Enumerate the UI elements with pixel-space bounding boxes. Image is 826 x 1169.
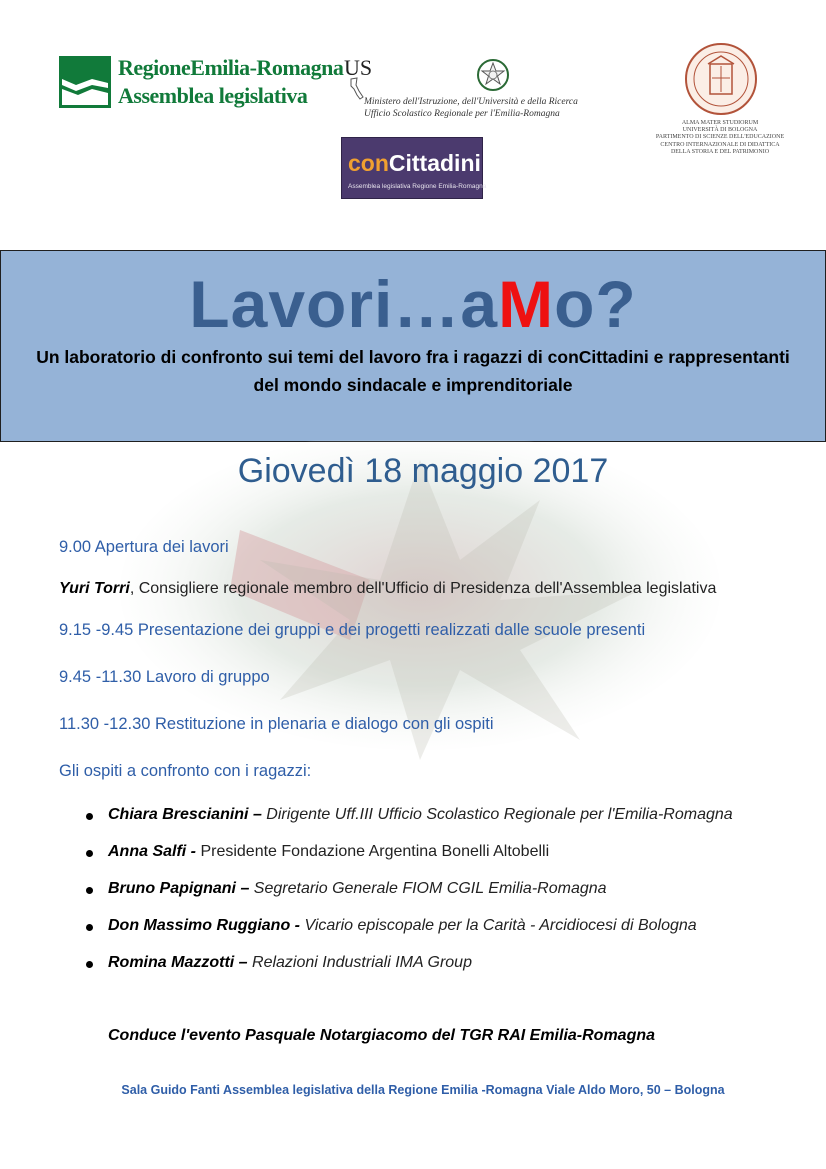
title-red-letter: M: [498, 267, 555, 341]
unibo-line: CENTRO INTERNAZIONALE DI DIDATTICA: [660, 141, 780, 148]
regione-emilia-romagna-logo: [58, 55, 344, 115]
event-host: Conduce l'evento Pasquale Notargiacomo del TGR RAI Emilia-Romagna: [108, 1027, 656, 1044]
guests-heading: Gli ospiti a confronto con i ragazzi:: [59, 762, 312, 780]
speaker-name: Yuri Torri: [59, 580, 130, 597]
program-opening: 9.00 Apertura dei lavori: [59, 538, 229, 556]
university-seal-icon: [684, 42, 758, 116]
list-item: Romina Mazzotti – Relazioni Industriali IMA Group: [86, 954, 806, 991]
speaker-role: , Consigliere regionale membro dell'Ufficio di Presidenza dell'Assemblea legislativa: [129, 580, 717, 597]
usr-acronym: US: [344, 55, 373, 80]
list-item: Don Massimo Ruggiano - Vicario episcopale per la Carità - Arcidiocesi di Bologna: [86, 917, 806, 954]
bullet-icon: [86, 961, 93, 968]
unibo-line: UNIVERSITÀ DI BOLOGNA: [682, 127, 758, 134]
title-banner: [0, 250, 826, 442]
ministry-line2: Ufficio Scolastico Regionale per l'Emilia-Romagna: [364, 109, 560, 119]
unibo-line: PARTIMENTO DI SCIENZE DELL'EDUCAZIONE: [655, 134, 785, 141]
regione-logo-line2: Assemblea legislativa: [118, 83, 308, 108]
concittadini-brand: conCittadini: [348, 150, 481, 176]
bullet-icon: [86, 813, 93, 820]
program-item-plenary: 11.30 -12.30 Restituzione in plenaria e dialogo con gli ospiti: [59, 715, 494, 733]
program-item-group-work: 9.45 -11.30 Lavoro di gruppo: [59, 668, 270, 686]
italy-map-icon: [348, 77, 364, 107]
program-item-presentation: 9.15 -9.45 Presentazione dei gruppi e dei progetti realizzati dalle scuole presenti: [59, 621, 646, 639]
unibo-line: DELLA STORIA E DEL PATRIMONIO: [670, 148, 770, 155]
bullet-icon: [86, 850, 93, 857]
ministry-line1: Ministero dell'Istruzione, dell'Università e della Ricerca: [364, 97, 578, 107]
event-date: Giovedì 18 maggio 2017: [237, 452, 609, 490]
event-venue: Sala Guido Fanti Assemblea legislativa della Regione Emilia -Romagna Viale Aldo Moro, 50 – Bologna: [121, 1083, 725, 1097]
concittadini-logo: [341, 137, 487, 199]
unibo-line: ALMA MATER STUDIORUM: [681, 120, 759, 126]
ufficio-scolastico-logo: [344, 55, 614, 125]
concittadini-subtitle: Assemblea legislativa Regione Emilia-Romagna: [348, 183, 487, 190]
list-item: Bruno Papignani – Segretario Generale FIOM CGIL Emilia-Romagna: [86, 880, 806, 917]
list-item: Anna Salfi - Presidente Fondazione Argentina Bonelli Altobelli: [86, 843, 806, 880]
bullet-icon: [86, 924, 93, 931]
regione-logo-line1: RegioneEmilia-Romagna: [118, 55, 344, 80]
regione-region-map-icon: [58, 55, 112, 109]
university-of-bologna-logo: [640, 42, 800, 155]
program-speaker: [59, 580, 716, 598]
list-item: Chiara Brescianini – Dirigente Uff.III Ufficio Scolastico Regionale per l'Emilia-Romagna: [86, 806, 806, 843]
event-subtitle: Un laboratorio di confronto sui temi del lavoro fra i ragazzi di conCittadini e rappresentanti del mondo sindacale e imprenditoriale: [36, 347, 790, 395]
italian-republic-emblem-icon: [476, 57, 510, 93]
bullet-icon: [86, 887, 93, 894]
guests-list: [86, 806, 806, 991]
university-text: [640, 120, 800, 156]
event-title: Lavori…aMo?: [189, 267, 637, 341]
